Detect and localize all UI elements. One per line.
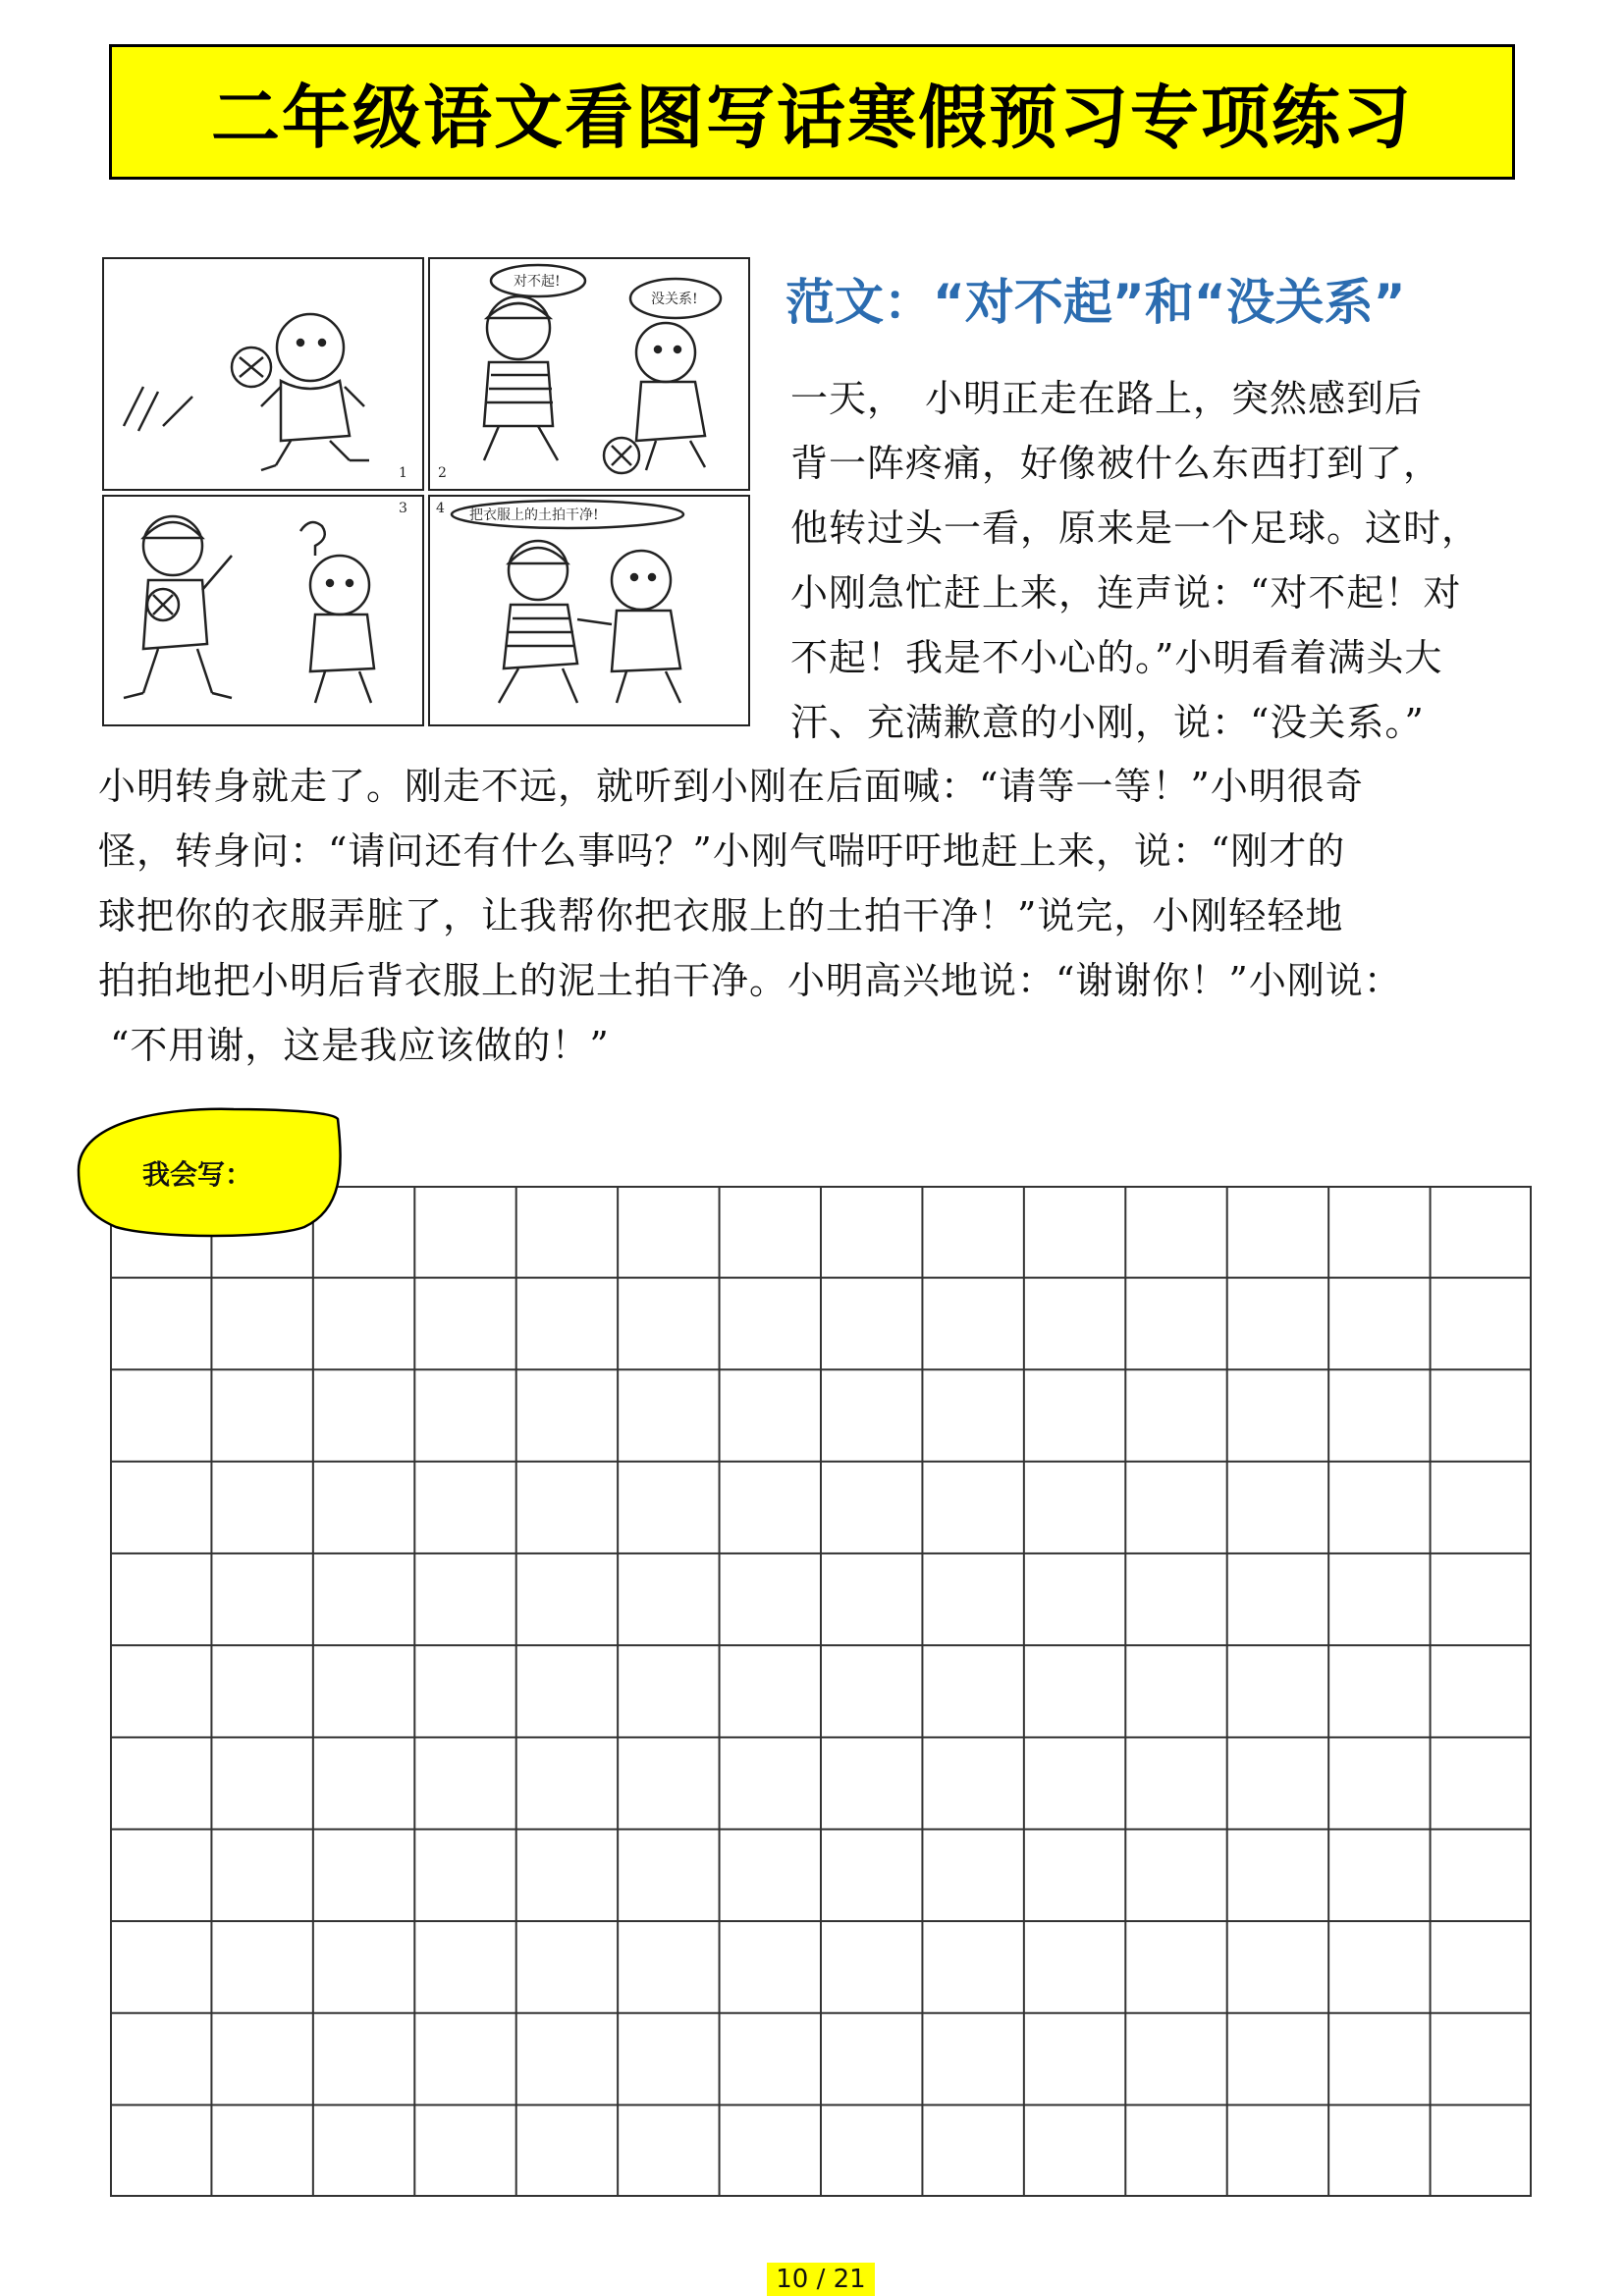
article-line-10: 拍拍地把小明后背衣服上的泥土拍干净。小明高兴地说：“谢谢你！”小刚说： <box>98 959 1402 1002</box>
page-title: 二年级语文看图写话寒假预习专项练习 <box>211 77 1413 158</box>
article-subtitle: 范文：“对不起”和“没关系” <box>785 274 1406 331</box>
comic-panel-3-drawing <box>104 497 422 724</box>
comic-panel-2 <box>428 257 750 491</box>
comic-panel-4-number: 4 <box>436 501 445 516</box>
title-banner <box>109 44 1515 180</box>
writing-grid[interactable] <box>110 1186 1532 2197</box>
comic-panel-1 <box>102 257 424 491</box>
article-line-4: 小刚急忙赶上来，连声说：“对不起！对 <box>790 571 1462 614</box>
comic-strip <box>102 257 750 726</box>
article-line-9: 球把你的衣服弄脏了，让我帮你把衣服上的土拍干净！”说完，小刚轻轻地 <box>98 894 1344 937</box>
speech-no-problem: 没关系! <box>651 292 698 307</box>
comic-panel-3-number: 3 <box>399 501 407 516</box>
article-line-5: 不起！我是不小心的。”小明看着满头大 <box>790 636 1443 679</box>
comic-panel-1-number: 1 <box>399 465 407 481</box>
speech-sorry: 对不起! <box>514 274 561 290</box>
page-number: 10 / 21 <box>767 2263 875 2296</box>
article-line-6: 汗、充满歉意的小刚，说：“没关系。” <box>790 701 1425 744</box>
article-line-1: 一天， 小明正走在路上，突然感到后 <box>790 377 1424 420</box>
comic-panel-4 <box>428 495 750 726</box>
article-line-3: 他转过头一看，原来是一个足球。这时， <box>790 507 1481 550</box>
article-line-7: 小明转身就走了。刚走不远，就听到小刚在后面喊：“请等一等！”小明很奇 <box>98 765 1364 808</box>
article-line-11: “不用谢，这是我应该做的！” <box>110 1024 610 1067</box>
writing-label: 我会写： <box>142 1158 253 1191</box>
comic-panel-2-drawing <box>430 259 748 489</box>
comic-panel-3 <box>102 495 424 726</box>
speech-pat-clean: 把衣服上的土拍干净! <box>469 507 599 523</box>
comic-panel-2-number: 2 <box>438 465 447 481</box>
article-line-8: 怪，转身问：“请问还有什么事吗？”小刚气喘吁吁地赶上来，说：“刚才的 <box>98 829 1346 873</box>
article-line-2: 背一阵疼痛，好像被什么东西打到了， <box>790 442 1442 485</box>
comic-panel-4-drawing <box>430 497 748 724</box>
comic-panel-1-drawing <box>104 259 422 489</box>
